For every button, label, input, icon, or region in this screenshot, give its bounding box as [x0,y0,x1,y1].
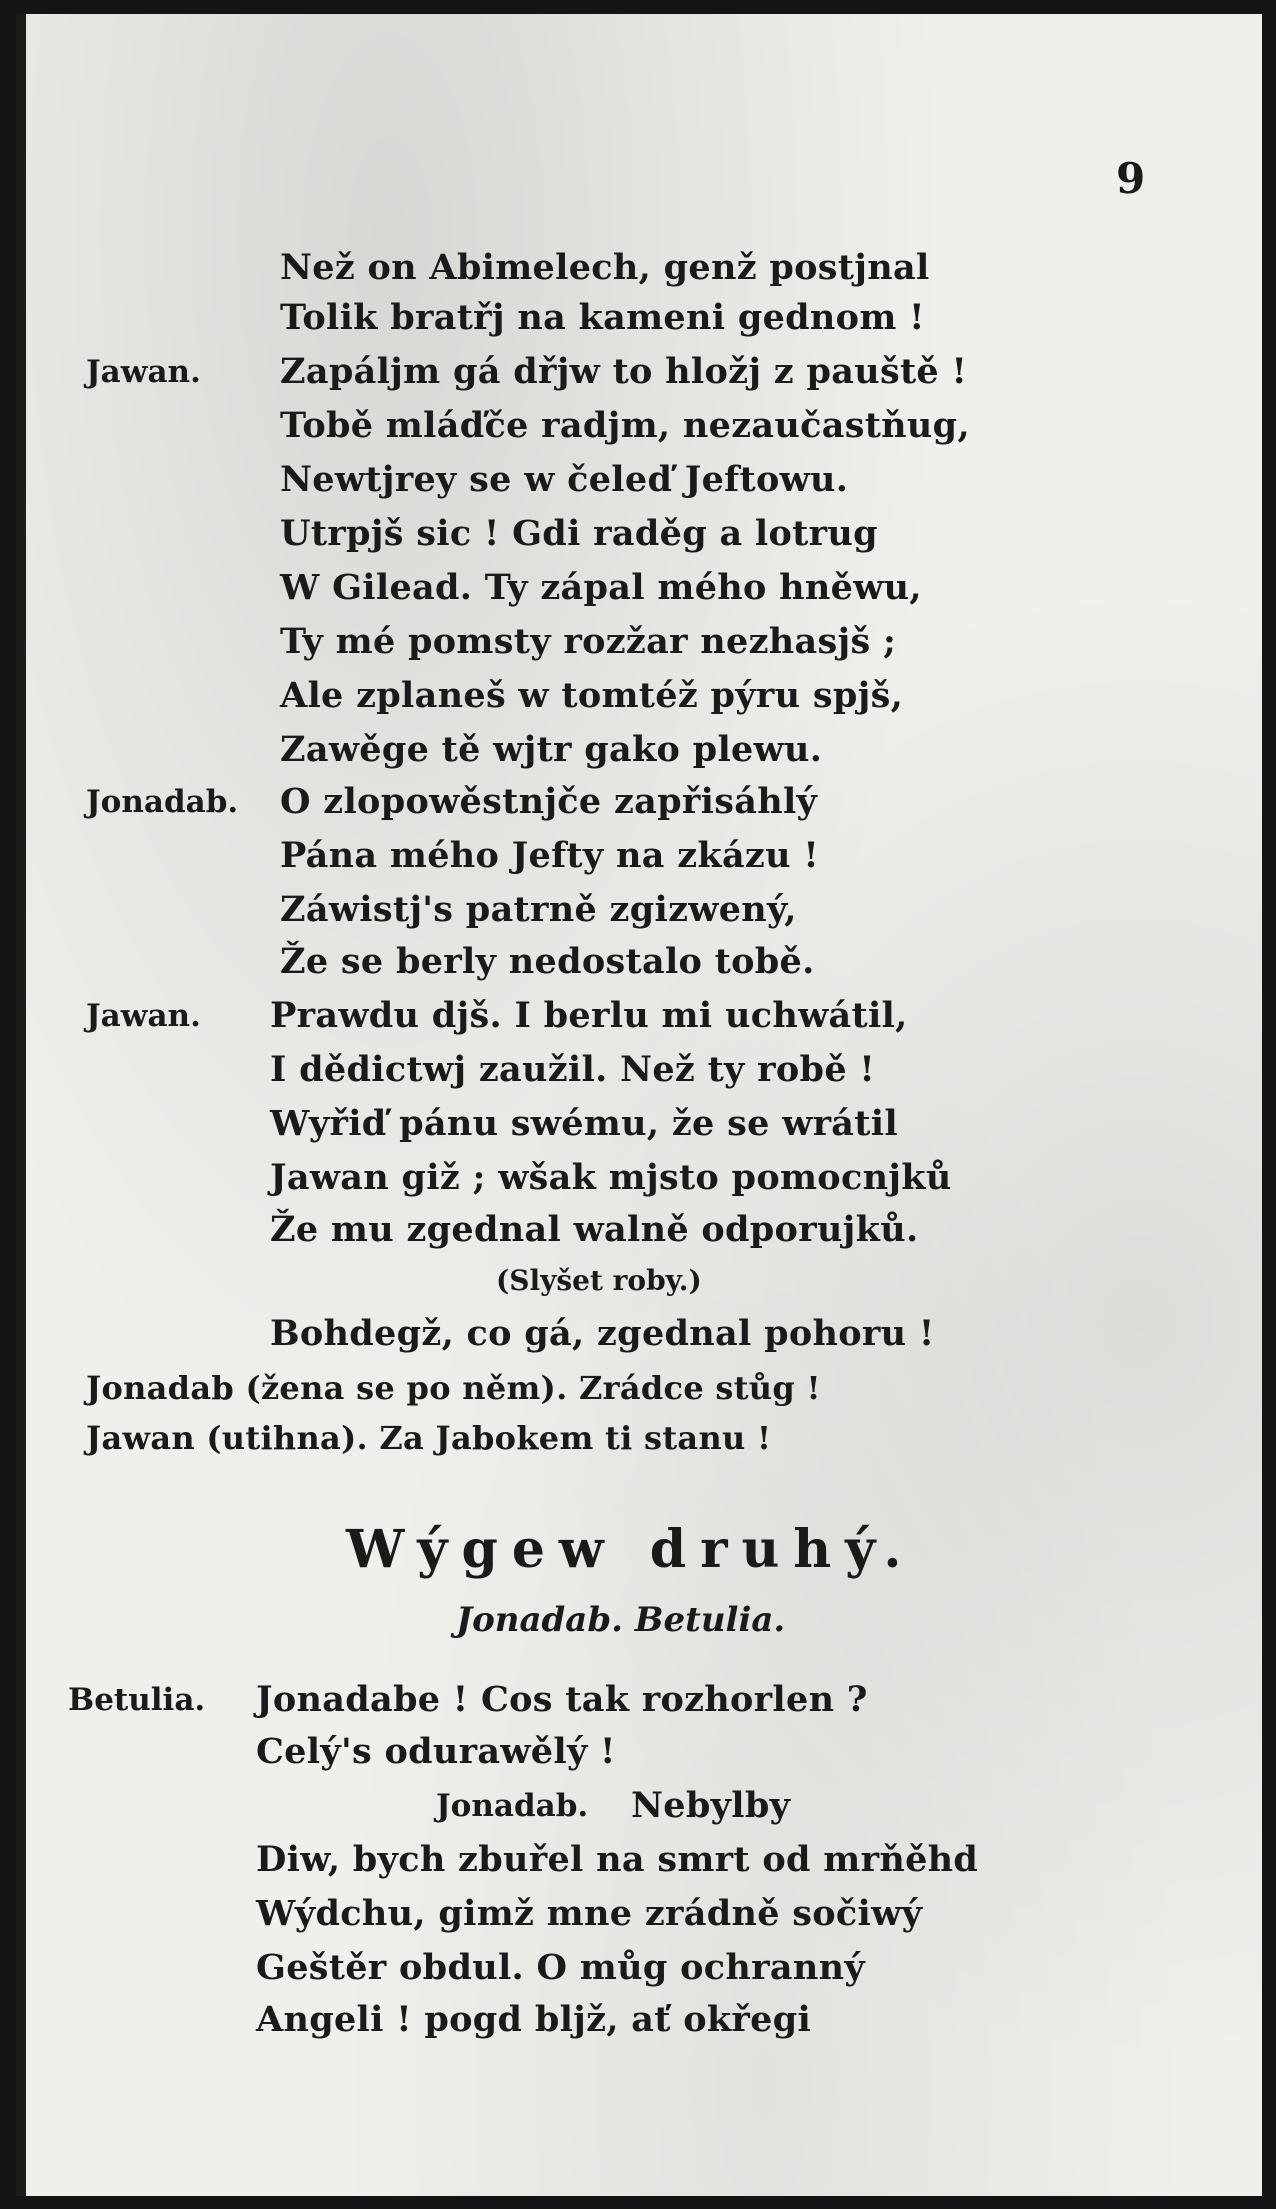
speaker-jonadab: Jonadab. [436,1788,589,1824]
speaker-jawan: Jawan. [86,998,201,1034]
verse-line: Ty mé pomsty rozžar nezhasjš ; [280,621,897,662]
verse-line: Celý's odurawělý ! [256,1731,616,1772]
verse-line: Tolik bratřj na kameni gednom ! [280,297,925,338]
verse-line: Utrpjš sic ! Gdi raděg a lotrug [280,513,878,554]
verse-line: Wýdchu, gimž mne zrádně sočiwý [256,1893,923,1934]
verse-line: Wyřiď pánu swému, že se wrátil [270,1103,898,1144]
verse-line: I dědictwj zaužil. Než ty robě ! [270,1049,876,1090]
speaker-betulia: Betulia. [68,1682,206,1718]
verse-line: Nebylby [631,1785,791,1826]
verse-line: Pána mého Jefty na zkázu ! [280,835,820,876]
verse-line: Jonadabe ! Cos tak rozhorlen ? [256,1679,868,1720]
verse-line: O zlopowěstnjče zapřisáhlý [280,781,818,822]
page-number: 9 [1116,154,1146,203]
verse-line: Záwistj's patrně zgizwený, [280,889,797,930]
verse-line: Zawěge tě wjtr gako plewu. [280,729,823,770]
verse-line: Diw, bych zbuřel na smrt od mrňěhd [256,1839,979,1880]
verse-line: Prawdu djš. I berlu mi uchwátil, [270,995,908,1036]
verse-line: Že se berly nedostalo tobě. [280,941,815,982]
verse-line: Angeli ! pogd bljž, ať okřegi [256,1999,812,2040]
verse-line: Zapáljm gá dřjw to hložj z pauště ! [280,351,968,392]
verse-line: W Gilead. Ty zápal mého hněwu, [280,567,922,608]
speaker-jawan: Jawan. [86,354,201,390]
scene-persons: Jonadab. Betulia. [456,1600,786,1640]
verse-line: Bohdegž, co gá, zgednal pohoru ! [270,1313,935,1354]
stage-direction: (Slyšet roby.) [496,1264,702,1297]
verse-line: Geštěr obdul. O můg ochranný [256,1947,865,1988]
page-edge-shadow [16,14,26,2196]
verse-line: Newtjrey se w čeleď Jeftowu. [280,459,849,500]
verse-line: Ale zplaneš w tomtéž pýru spjš, [280,675,904,716]
speaker-jonadab: Jonadab. [86,784,239,820]
scene-title: Wýgew druhý. [346,1519,916,1580]
speaker-line-jawan: Jawan (utihna). Za Jabokem ti stanu ! [86,1419,772,1457]
verse-line: Tobě mláďče radjm, nezaučastňug, [280,405,970,446]
book-page [16,14,1262,2196]
speaker-line-jonadab: Jonadab (žena se po něm). Zrádce stůg ! [86,1369,821,1407]
verse-line: Než on Abimelech, genž postjnal [280,247,930,288]
verse-line: Jawan giž ; wšak mjsto pomocnjků [270,1157,952,1198]
verse-line: Že mu zgednal walně odporujků. [270,1209,919,1250]
